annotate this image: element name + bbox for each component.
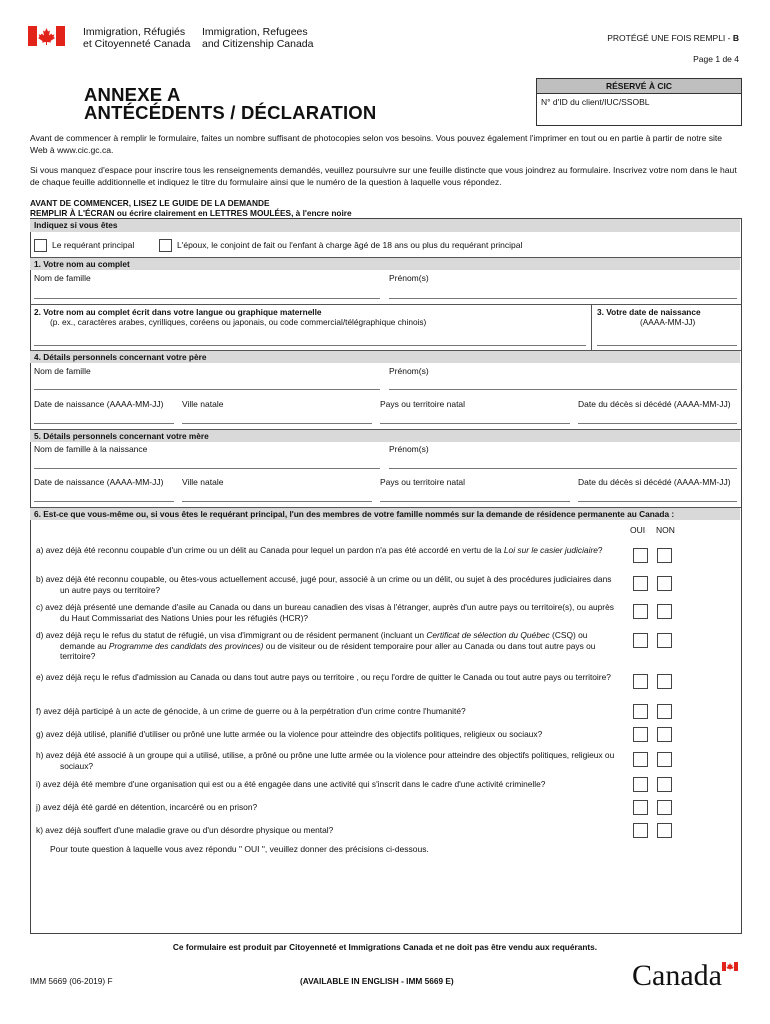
section-2-subtitle: (p. ex., caractères arabes, cyrilliques, coréens ou japonais, ou code commercial/télégraphique chinois) — [50, 317, 427, 327]
surname-label: Nom de famille — [34, 273, 91, 283]
question-k: k) avez déjà souffert d'une maladie grave ou d'un désordre physique ou mental? — [36, 825, 334, 835]
yes-column-label: OUI — [630, 525, 646, 535]
principal-applicant-checkbox[interactable] — [34, 239, 47, 252]
question-h: h) avez déjà été associé à un groupe qui a utilisé, utilise, a prôné ou prône une lutte armée ou la violence pour atteindre des objectifs politiques, religieux ou sociaux? — [36, 750, 615, 771]
question-g-yes-checkbox[interactable] — [633, 727, 648, 742]
divider — [30, 304, 741, 305]
department-name-en: Immigration, Refugees and Citizenship Canada — [202, 26, 314, 50]
question-d-no-checkbox[interactable] — [657, 633, 672, 648]
father-surname-label: Nom de famille — [34, 366, 91, 376]
canada-wordmark: Canada — [632, 959, 722, 992]
column-divider — [591, 304, 592, 354]
given-name-input[interactable] — [389, 298, 737, 299]
question-d: d) avez déjà reçu le refus du statut de réfugié, un visa d'immigrant ou de résident permanent (incluant un Certificat de sélection du Québec (CSQ) ou demande au Programme des candidats des provinces) ou de visiteur ou de résident temporaire pour aller au Canada ou dans tout autre pays ou territoire? — [36, 630, 596, 661]
father-dob-input[interactable] — [34, 423, 174, 424]
form-title-line1: ANNEXE A — [84, 84, 181, 105]
page-number: Page 1 de 4 — [693, 54, 739, 64]
question-b-no-checkbox[interactable] — [657, 576, 672, 591]
question-i: i) avez déjà été membre d'une organisation qui est ou a été engagée dans une activité qui s'inscrit dans le cadre d'une activité criminelle? — [36, 779, 546, 789]
question-a-no-checkbox[interactable] — [657, 548, 672, 563]
question-b-yes-checkbox[interactable] — [633, 576, 648, 591]
question-i-yes-checkbox[interactable] — [633, 777, 648, 792]
mother-country-input[interactable] — [380, 501, 570, 502]
question-d-yes-checkbox[interactable] — [633, 633, 648, 648]
father-death-input[interactable] — [578, 423, 737, 424]
question-k-yes-checkbox[interactable] — [633, 823, 648, 838]
father-country-input[interactable] — [380, 423, 570, 424]
question-i-no-checkbox[interactable] — [657, 777, 672, 792]
question-k-no-checkbox[interactable] — [657, 823, 672, 838]
form-title-line2: ANTÉCÉDENTS / DÉCLARATION — [84, 102, 377, 123]
protected-label: PROTÉGÉ UNE FOIS REMPLI - B — [607, 33, 739, 43]
details-textarea[interactable] — [36, 858, 736, 928]
native-name-input[interactable] — [34, 345, 586, 346]
cic-use-heading: RÉSERVÉ À CIC — [537, 79, 741, 94]
mother-surname-label: Nom de famille à la naissance — [34, 444, 148, 454]
father-death-label: Date du décès si décédé (AAAA-MM-JJ) — [578, 399, 731, 409]
mother-city-label: Ville natale — [182, 477, 224, 487]
mother-death-input[interactable] — [578, 501, 737, 502]
question-j: j) avez déjà été gardé en détention, incarcéré ou en prison? — [36, 802, 258, 812]
section-2-heading: 2. Votre nom au complet écrit dans votre langue ou graphique maternelle — [34, 307, 322, 317]
father-given-input[interactable] — [389, 389, 737, 390]
section-5-heading: 5. Détails personnels concernant votre mère — [30, 430, 740, 442]
father-city-input[interactable] — [182, 423, 372, 424]
question-h-yes-checkbox[interactable] — [633, 752, 648, 767]
section-1-heading: 1. Votre nom au complet — [30, 258, 740, 270]
question-e-no-checkbox[interactable] — [657, 674, 672, 689]
spouse-dependant-label: L'époux, le conjoint de fait ou l'enfant à charge âgé de 18 ans ou plus du requérant principal — [177, 240, 523, 250]
cic-use-box — [536, 78, 742, 126]
mother-surname-input[interactable] — [34, 468, 380, 469]
father-dob-label: Date de naissance (AAAA-MM-JJ) — [34, 399, 164, 409]
section-4-heading: 4. Détails personnels concernant votre père — [30, 351, 740, 363]
question-g-no-checkbox[interactable] — [657, 727, 672, 742]
section-6-heading: 6. Est-ce que vous-même ou, si vous êtes le requérant principal, l'un des membres de votre famille nommés sur la demande de résidence permanente au Canada : — [30, 508, 740, 520]
department-name-fr: Immigration, Réfugiés et Citoyenneté Canada — [83, 26, 191, 50]
mother-country-label: Pays ou territoire natal — [380, 477, 466, 487]
applicant-type-heading: Indiquez si vous êtes — [30, 219, 740, 232]
question-g: g) avez déjà utilisé, planifié d'utiliser ou prôné une lutte armée ou la violence pour atteindre des objectifs politiques, religieux ou sociaux? — [36, 729, 543, 739]
client-id-label: N° d'ID du client/IUC/SSOBL — [541, 97, 650, 107]
question-a-yes-checkbox[interactable] — [633, 548, 648, 563]
section-3-subtitle: (AAAA-MM-JJ) — [640, 317, 696, 327]
form-number: IMM 5669 (06-2019) F — [30, 976, 113, 986]
father-country-label: Pays ou territoire natal — [380, 399, 466, 409]
question-e-yes-checkbox[interactable] — [633, 674, 648, 689]
question-f-yes-checkbox[interactable] — [633, 704, 648, 719]
section-3-heading: 3. Votre date de naissance — [597, 307, 701, 317]
question-c-no-checkbox[interactable] — [657, 604, 672, 619]
wordmark-flag-icon — [722, 962, 738, 971]
question-c-yes-checkbox[interactable] — [633, 604, 648, 619]
question-a: a) avez déjà été reconnu coupable d'un crime ou un délit au Canada pour lequel un pardon n'a pas été accordé en vertu de la Loi sur le casier judiciaire? — [36, 545, 603, 555]
question-h-no-checkbox[interactable] — [657, 752, 672, 767]
question-j-yes-checkbox[interactable] — [633, 800, 648, 815]
question-f-no-checkbox[interactable] — [657, 704, 672, 719]
no-column-label: NON — [656, 525, 675, 535]
mother-dob-label: Date de naissance (AAAA-MM-JJ) — [34, 477, 164, 487]
details-instruction: Pour toute question à laquelle vous avez répondu " OUI ", veuillez donner des précisions ci-dessous. — [50, 844, 429, 854]
question-f: f) avez déjà participé à un acte de génocide, à un crime de guerre ou à la perpétration d'un crime contre l'humanité? — [36, 706, 466, 716]
mother-given-label: Prénom(s) — [389, 444, 429, 454]
intro-paragraph-1: Avant de commencer à remplir le formulaire, faites un nombre suffisant de photocopies selon vos besoins. Vous pouvez également l'imprimer en tout ou en partie à partir de notre site Web à www.cic.gc.ca. — [30, 133, 723, 155]
question-b: b) avez déjà été reconnu coupable, ou êtes-vous actuellement accusé, jugé pour, associé à un crime ou un délit, ou sujet à des procédures judiciaires dans un autre pays ou territoire? — [36, 574, 612, 595]
given-name-label: Prénom(s) — [389, 273, 429, 283]
principal-applicant-label: Le requérant principal — [52, 240, 135, 250]
father-city-label: Ville natale — [182, 399, 224, 409]
birth-date-input[interactable] — [597, 345, 737, 346]
question-j-no-checkbox[interactable] — [657, 800, 672, 815]
spouse-dependant-checkbox[interactable] — [159, 239, 172, 252]
question-c: c) avez déjà présenté une demande d'asile au Canada ou dans un bureau canadien des visas à l'étranger, auprès d'un autre pays ou territoire(s), ou auprès du Haut Commissariat des Nations Unies pour les réfugiés (HCR)? — [36, 602, 614, 623]
mother-given-input[interactable] — [389, 468, 737, 469]
mother-dob-input[interactable] — [34, 501, 174, 502]
instructions: AVANT DE COMMENCER, LISEZ LE GUIDE DE LA DEMANDE REMPLIR À L'ÉCRAN ou écrire clairement en LETTRES MOULÉES, à l'encre noire — [30, 198, 352, 218]
canada-flag-icon — [28, 26, 65, 46]
surname-input[interactable] — [34, 298, 380, 299]
question-e: e) avez déjà reçu le refus d'admission au Canada ou dans tout autre pays ou territoire , ou reçu l'ordre de quitter le Canada ou tout autre pays ou territoire? — [36, 672, 611, 682]
mother-death-label: Date du décès si décédé (AAAA-MM-JJ) — [578, 477, 731, 487]
footer-notice: Ce formulaire est produit par Citoyenneté et Immigrations Canada et ne doit pas être vendu aux requérants. — [172, 942, 598, 952]
father-surname-input[interactable] — [34, 389, 380, 390]
mother-city-input[interactable] — [182, 501, 372, 502]
intro-paragraph-2: Si vous manquez d'espace pour inscrire tous les renseignements demandés, veuillez poursuivre sur une feuille distincte que vous joindrez au formulaire. Inscrivez votre nom dans le haut de chaque feuille additionnelle et indiquez le titre du formulaire ainsi que le numéro de la question à laquelle vous répondez. — [30, 165, 737, 187]
english-version-note: (AVAILABLE IN ENGLISH - IMM 5669 E) — [300, 976, 454, 986]
father-given-label: Prénom(s) — [389, 366, 429, 376]
